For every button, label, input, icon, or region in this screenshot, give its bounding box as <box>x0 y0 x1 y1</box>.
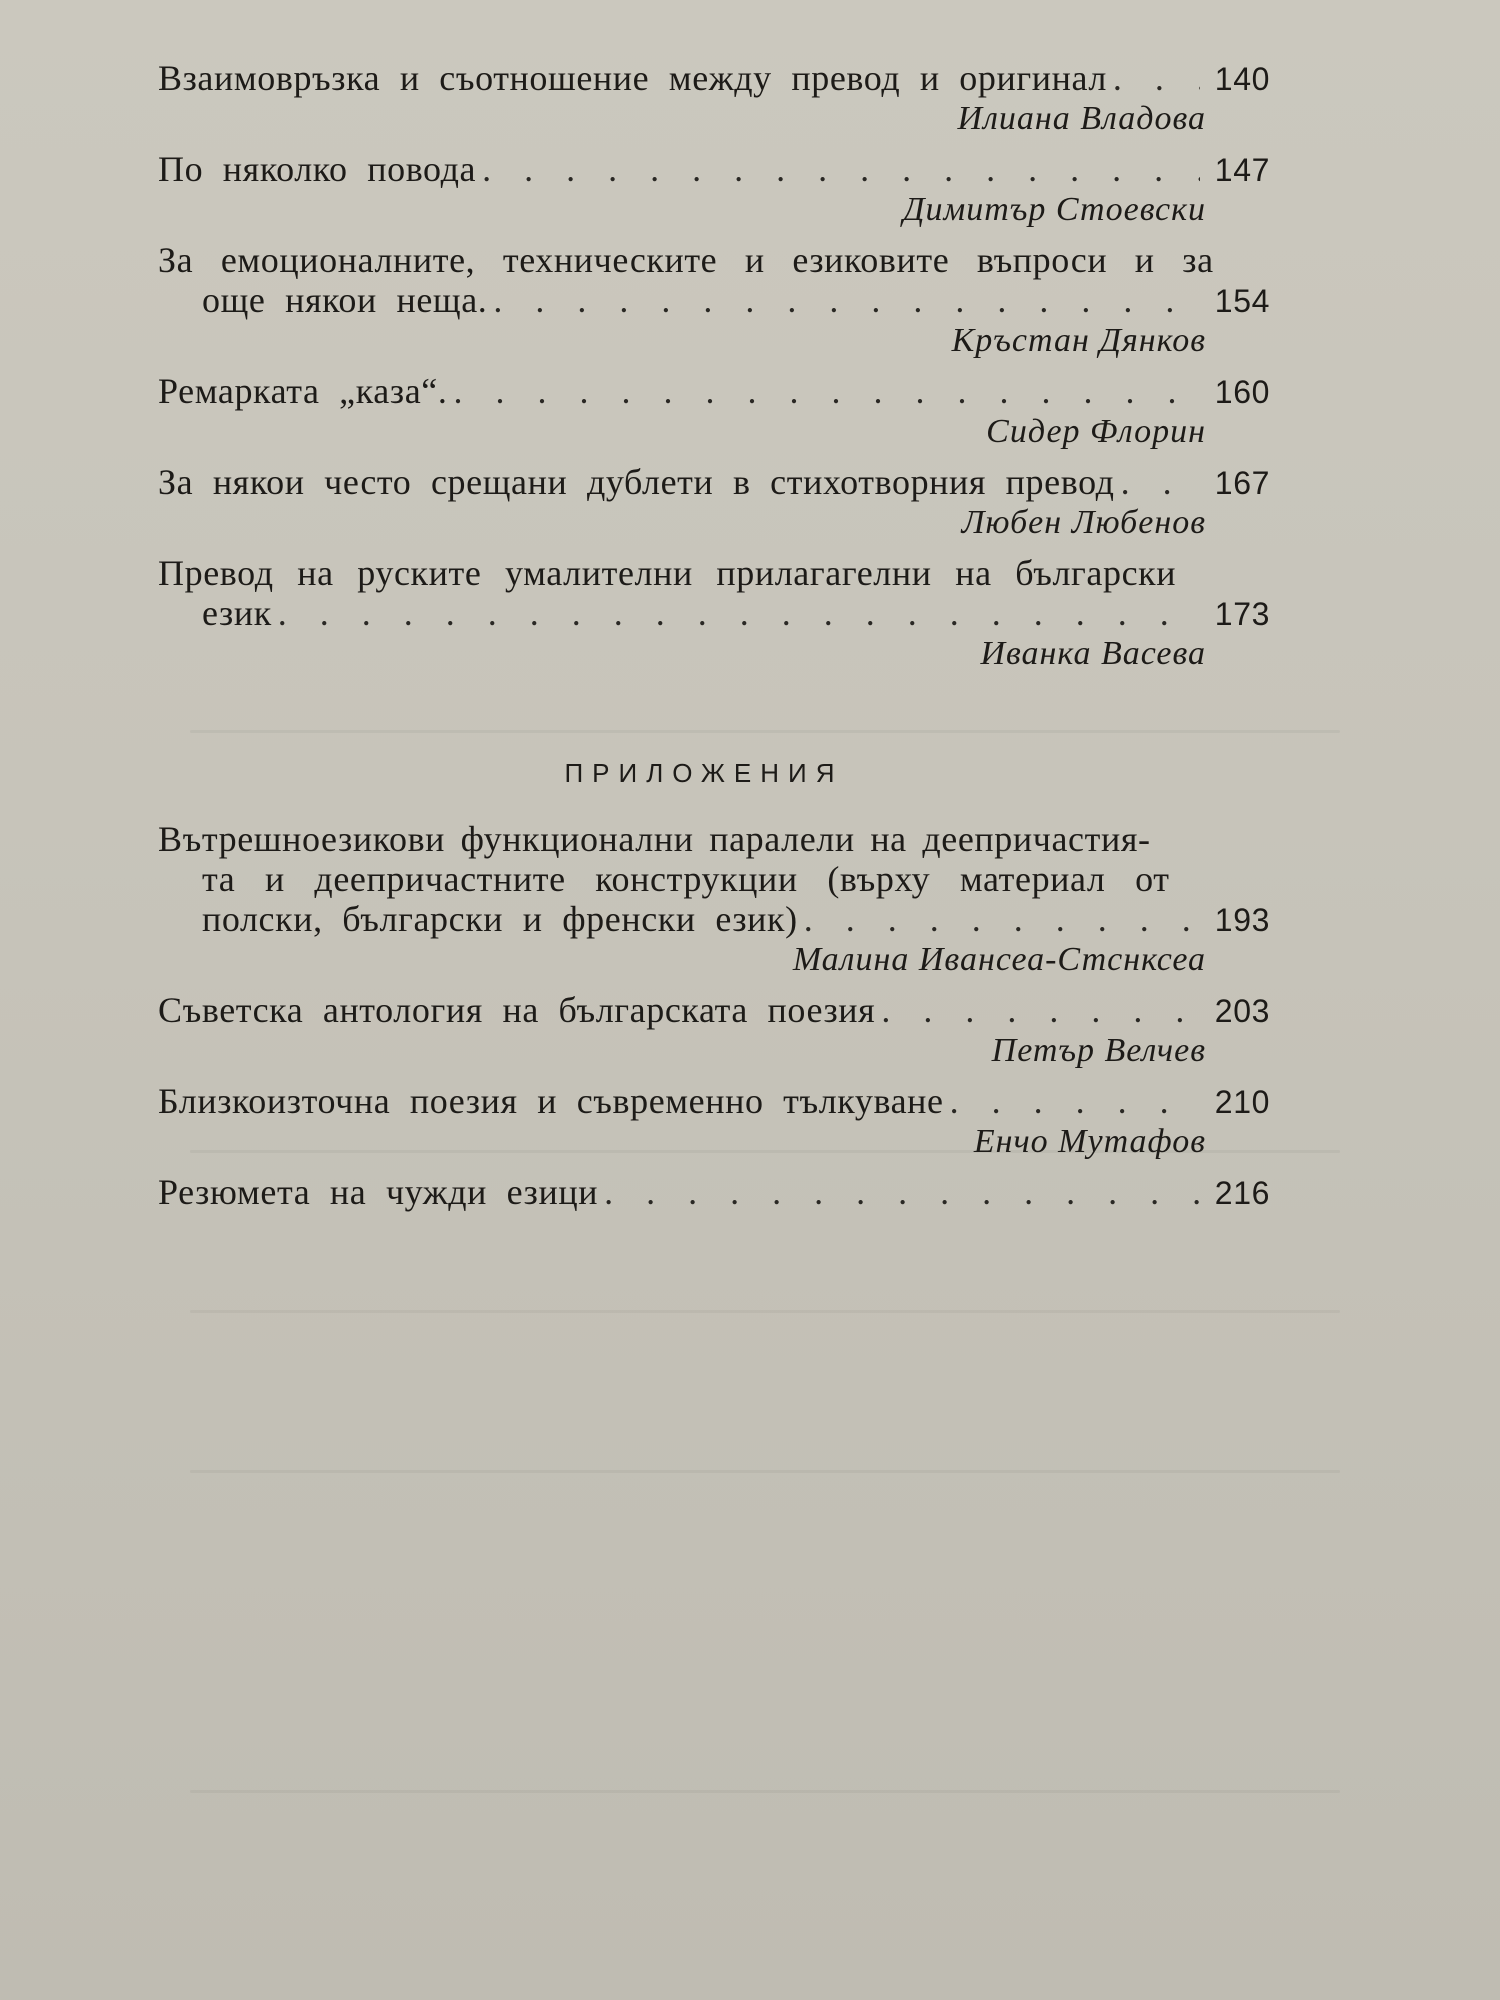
toc-title-line <box>158 553 1270 593</box>
toc-page-number: 140 <box>1214 61 1270 97</box>
toc-title-line <box>158 149 1270 190</box>
toc-entry-author: Иванка Васева <box>980 635 1206 672</box>
dot-leader <box>881 990 1200 1030</box>
toc-title-line <box>158 240 1270 280</box>
toc-entry <box>158 990 1270 1071</box>
toc-page-number: 154 <box>1214 283 1270 319</box>
toc-page-number: 173 <box>1214 596 1270 632</box>
toc-entry <box>158 149 1270 230</box>
toc-entry-title: Превод на руските умалителни прилагагелни на български <box>158 553 1177 593</box>
toc-entry-title: Взаимовръзка и съотношение между превод и оригинал <box>158 58 1107 98</box>
toc-entry-author: Кръстан Дянков <box>951 322 1206 359</box>
toc-entry-title: За някои често срещани дублети в стихотворния превод <box>158 462 1115 502</box>
dot-leader <box>453 371 1200 411</box>
toc-entry-title: Вътрешноезикови функционални паралели на деепричастия- <box>158 819 1151 859</box>
toc-entry-title: За емоционалните, техническите и езиковите въпроси и за <box>158 240 1214 280</box>
toc-title-line <box>158 859 1270 899</box>
toc-entry-title-continued: полски, български и френски език) <box>202 899 798 939</box>
toc-page-number: 147 <box>1214 152 1270 188</box>
toc-entry-title-continued: та и деепричастните конструкции (върху материал от <box>202 859 1170 899</box>
toc-entry-title: Съветска антология на българската поезия <box>158 990 876 1030</box>
toc-page-number: 203 <box>1214 993 1270 1029</box>
toc-entry-title-continued: език <box>202 593 272 633</box>
toc-title-line <box>158 371 1270 412</box>
toc-page-number: 210 <box>1214 1084 1270 1120</box>
dot-leader <box>1113 58 1200 98</box>
toc-title-line <box>158 593 1270 634</box>
toc-entry-title: Близкоизточна поезия и съвременно тълкуване <box>158 1081 944 1121</box>
toc-title-line <box>158 1081 1270 1122</box>
toc-entry-author: Петър Велчев <box>991 1032 1206 1069</box>
toc-title-line <box>158 819 1270 859</box>
show-through-line <box>190 1790 1340 1793</box>
toc-entry-author: Димитър Стоевски <box>902 191 1206 228</box>
dot-leader <box>604 1172 1200 1212</box>
section-heading: ПРИЛОЖЕНИЯ <box>564 758 844 788</box>
toc-title-line <box>158 462 1270 503</box>
toc-entry-author: Енчо Мутафов <box>973 1123 1206 1160</box>
dot-leader <box>950 1081 1200 1121</box>
toc-title-line <box>158 990 1270 1031</box>
toc-entry <box>158 240 1270 361</box>
toc-title-line <box>158 1172 1270 1213</box>
toc-entry <box>158 58 1270 139</box>
toc-entry-author: Любен Любенов <box>961 504 1206 541</box>
dot-leader <box>804 899 1200 939</box>
toc-entry-title: По няколко повода <box>158 149 477 189</box>
toc-entry-title: Ремарката „каза“. <box>158 371 448 411</box>
toc-page-number: 160 <box>1214 374 1270 410</box>
toc-entry <box>158 819 1270 980</box>
toc-entry <box>158 1172 1270 1213</box>
toc-title-line <box>158 280 1270 321</box>
dot-leader <box>278 593 1200 633</box>
toc-entry <box>158 462 1270 543</box>
show-through-line <box>190 1310 1340 1313</box>
toc-title-line <box>158 899 1270 940</box>
toc-page-number: 167 <box>1214 465 1270 501</box>
toc-entry-title-continued: още някои неща. <box>202 280 488 320</box>
toc-entry-author: Сидер Флорин <box>986 413 1206 450</box>
dot-leader <box>493 280 1200 320</box>
toc-page-number: 193 <box>1214 902 1270 938</box>
toc-entry <box>158 371 1270 452</box>
toc-title-line <box>158 58 1270 99</box>
toc-entry <box>158 1081 1270 1162</box>
dot-leader <box>482 149 1200 189</box>
toc-entry <box>158 553 1270 674</box>
toc-entry-author: Илиана Владова <box>957 100 1206 137</box>
show-through-line <box>190 1470 1340 1473</box>
dot-leader <box>1121 462 1200 502</box>
toc-entry-author: Малина Ивансеа-Стснксеа <box>792 941 1206 978</box>
toc-entry-title: Резюмета на чужди езици <box>158 1172 599 1212</box>
toc-page-number: 216 <box>1214 1175 1270 1211</box>
table-of-contents <box>158 58 1270 1223</box>
